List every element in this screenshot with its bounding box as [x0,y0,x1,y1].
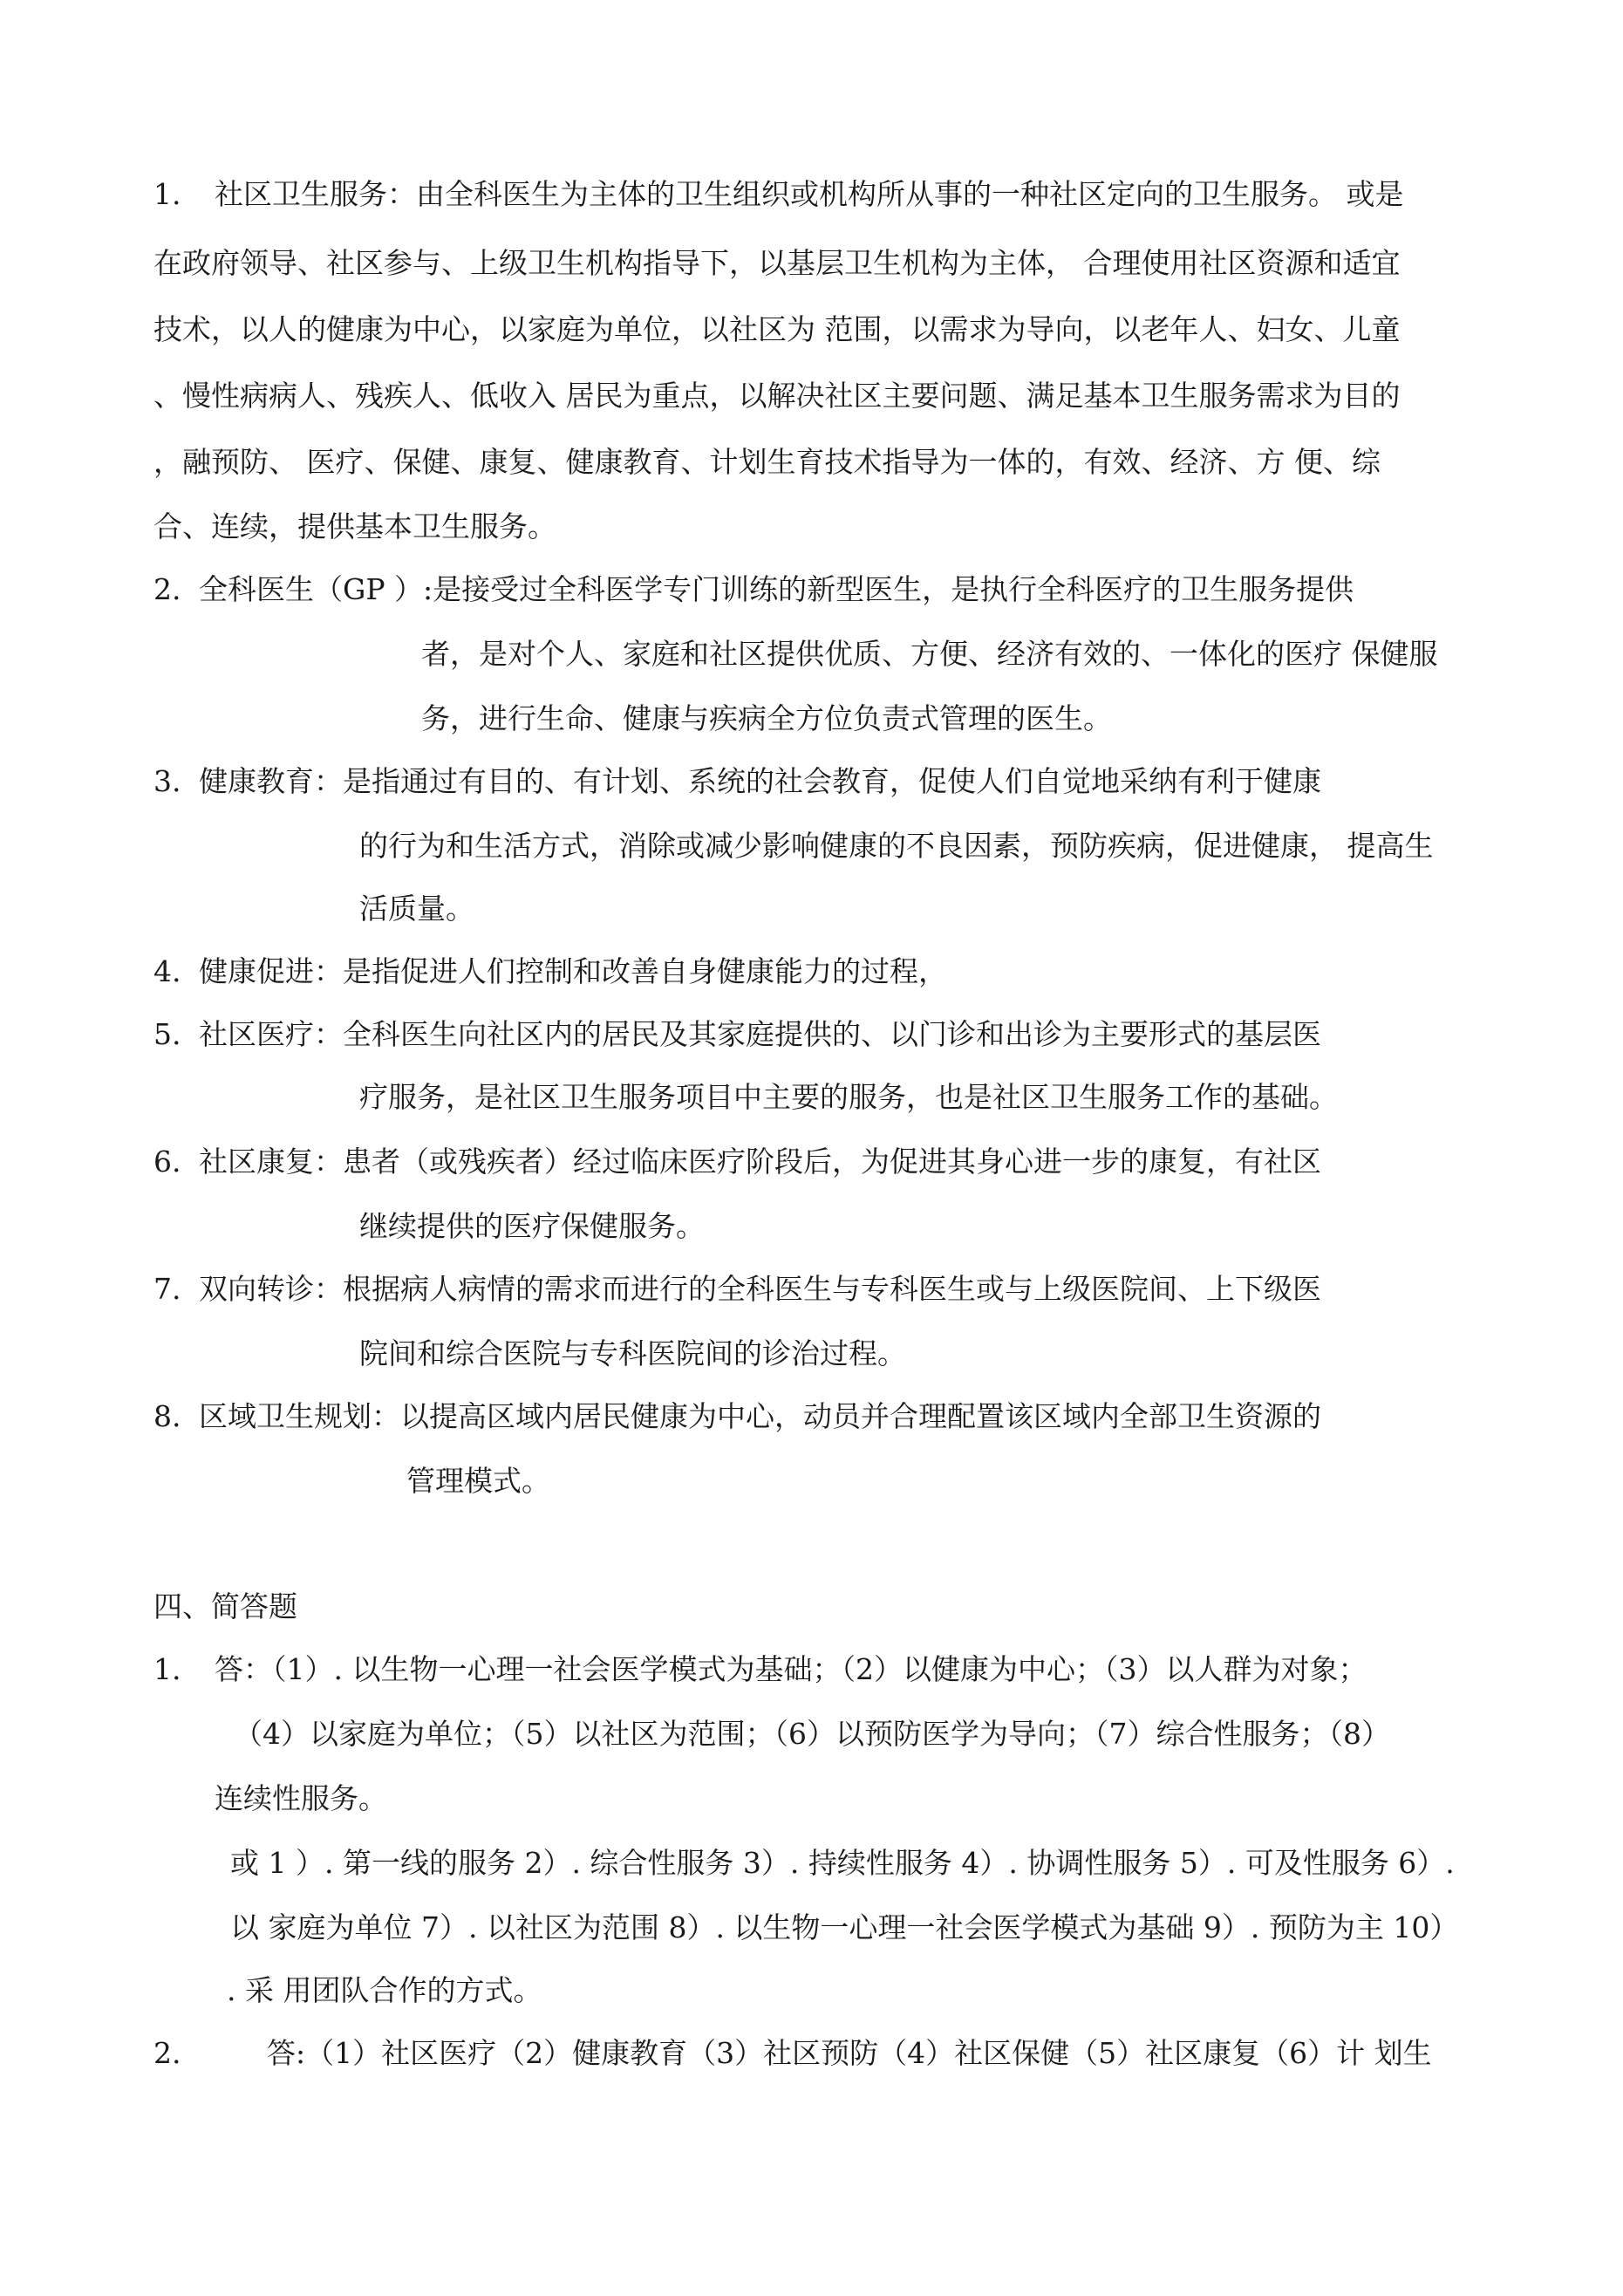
text-line: 务，进行生命、健康与疾病全方位负责式管理的医生。 [421,701,1112,735]
item-number: 5. [153,1017,181,1051]
text-line: . 采 用团队合作的方式。 [227,1973,542,2007]
item-number: 6. [153,1145,181,1179]
item-number: 2. [153,2036,181,2070]
item-number: 7. [153,1272,181,1306]
text-line: 疗服务，是社区卫生服务项目中主要的服务，也是社区卫生服务工作的基础。 [359,1080,1338,1114]
text-line: 在政府领导、社区参与、上级卫生机构指导下，以基层卫生机构为主体， 合理使用社区资源和适宜 [153,246,1401,280]
text-line: 区域卫生规划：以提高区域内居民健康为中心，动员并合理配置该区域内全部卫生资源的 [199,1399,1321,1433]
item-number: 1. [153,1652,181,1686]
text-line: 者，是对个人、家庭和社区提供优质、方便、经济有效的、一体化的医疗 保健服 [421,637,1438,671]
text-line: 健康促进：是指促进人们控制和改善自身健康能力的过程， [199,954,947,988]
text-line: 全科医生（GP ）:是接受过全科医学专门训练的新型医生，是执行全科医疗的卫生服务提供 [199,572,1354,606]
item-number: 1. [153,177,181,211]
text-line: 管理模式。 [406,1464,550,1498]
item-number: 8. [153,1399,181,1433]
text-line: 社区卫生服务：由全科医生为主体的卫生组织或机构所从事的一种社区定向的卫生服务。 或是 [215,177,1404,211]
text-line: 答：（1）. 以生物一心理一社会医学模式为基础；（2）以健康为中心；（3）以人群为对象； [215,1652,1367,1686]
text-line: 合、连续，提供基本卫生服务。 [153,509,556,543]
text-line: 以 家庭为单位 7）. 以社区为范围 8）. 以生物一心理一社会医学模式为基础 9）. 预防为主 10） [230,1910,1459,1944]
text-line: 技术，以人的健康为中心，以家庭为单位，以社区为 范围，以需求为导向，以老年人、妇女、儿童 [153,312,1401,346]
text-line: 连续性服务。 [215,1781,387,1815]
section-title: 四、简答题 [153,1589,297,1623]
text-line: 健康教育：是指通过有目的、有计划、系统的社会教育，促使人们自觉地采纳有利于健康 [199,764,1321,798]
item-number: 4. [153,954,181,988]
text-line: 、慢性病病人、残疾人、低收入 居民为重点，以解决社区主要问题、满足基本卫生服务需求为目的 [153,379,1401,413]
text-line: 继续提供的医疗保健服务。 [359,1209,705,1243]
text-line: 或 1 ）. 第一线的服务 2）. 综合性服务 3）. 持续性服务 4）. 协调性服务 5）. 可及性服务 6）. [230,1846,1455,1880]
text-line: 双向转诊：根据病人病情的需求而进行的全科医生与专科医生或与上级医院间、上下级医 [199,1272,1321,1306]
text-line: 活质量。 [359,892,474,926]
item-number: 2. [153,572,181,606]
text-line: 答:（1）社区医疗（2）健康教育（3）社区预防（4）社区保健（5）社区康复（6）计 划生 [267,2036,1432,2070]
text-line: 社区康复：患者（或残疾者）经过临床医疗阶段后，为促进其身心进一步的康复，有社区 [199,1145,1321,1179]
text-line: ，融预防、 医疗、保健、康复、健康教育、计划生育技术指导为一体的，有效、经济、方 便、综 [153,445,1381,479]
text-line: 社区医疗：全科医生向社区内的居民及其家庭提供的、以门诊和出诊为主要形式的基层医 [199,1017,1321,1051]
text-line: 的行为和生活方式，消除或减少影响健康的不良因素，预防疾病，促进健康， 提高生 [359,829,1434,863]
item-number: 3. [153,764,181,798]
text-line: （4）以家庭为单位；（5）以社区为范围；（6）以预防医学为导向；（7）综合性服务；（8） [234,1717,1390,1751]
text-line: 院间和综合医院与专科医院间的诊治过程。 [359,1336,906,1370]
